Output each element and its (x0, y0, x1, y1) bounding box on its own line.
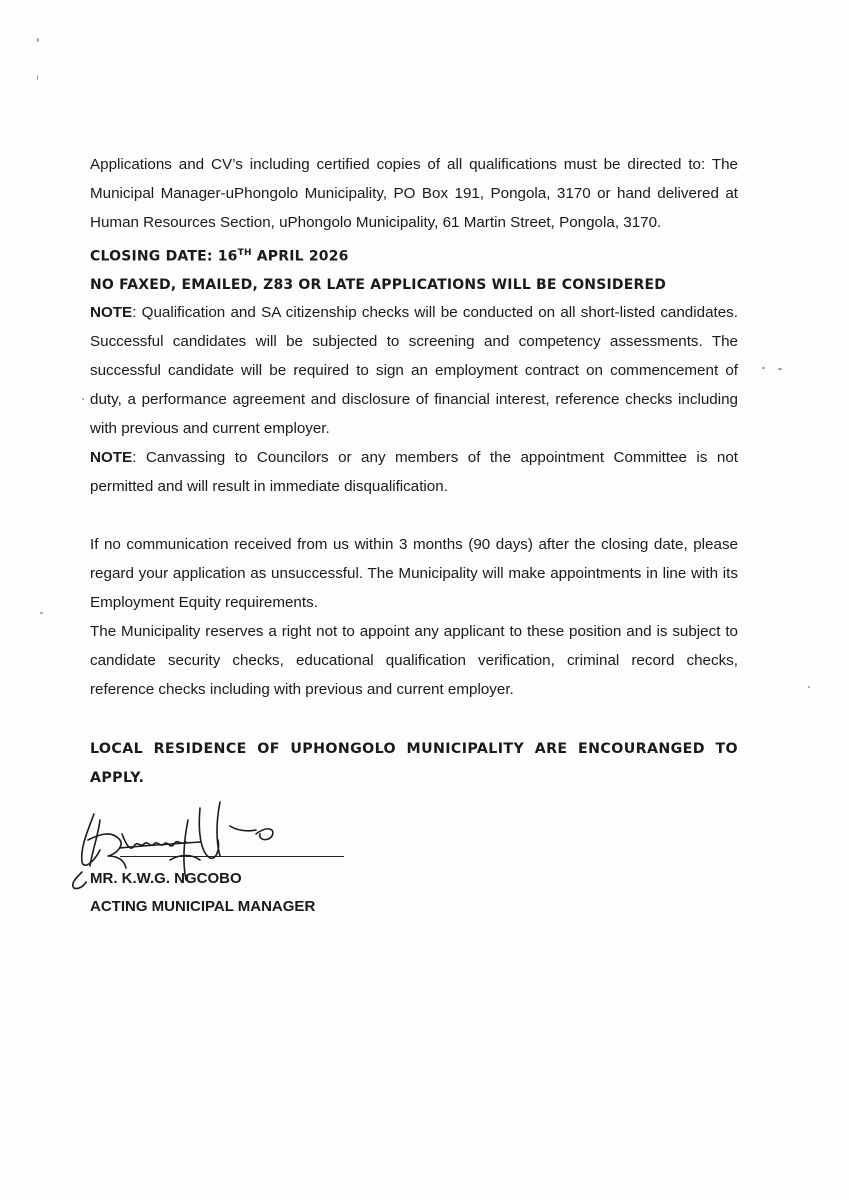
local-residence-notice: LOCAL RESIDENCE OF UPHONGOLO MUNICIPALITY ARE ENCOURANGED TO APPLY. (90, 740, 738, 786)
signature-line (120, 856, 344, 857)
local-residence-block (90, 735, 738, 793)
intro-paragraph: Applications and CV’s including certified copies of all qualifications must be directed to: The Municipal Manager-uPhongolo Municipality, PO Box 191, Pongola, 3170 or hand delivered at Human Resources Section, uPhongolo Municipality, 61 Martin Street, Pongola, 3170. (90, 156, 738, 231)
reserves-paragraph: The Municipality reserves a right not to appoint any applicant to these position and is subject to candidate security checks, educational qualification verification, criminal record checks, reference checks including with previous and current employer. (90, 622, 738, 698)
spacer (90, 501, 738, 530)
closing-date (90, 248, 738, 265)
no-fax-notice: NO FAXED, EMAILED, Z83 OR LATE APPLICATIONS WILL BE CONSIDERED (90, 276, 667, 293)
note-2-text: : Canvassing to Councilors or any members of the appointment Committee is not permitted and will result in immediate disqualification. (90, 448, 738, 495)
scan-speck (808, 686, 810, 688)
note-paragraph-1 (90, 298, 738, 443)
scan-speck (762, 367, 765, 369)
scan-speck (82, 398, 84, 400)
scan-speck (37, 75, 38, 80)
note-1-text: : Qualification and SA citizenship checks will be conducted on all short-listed candidates. Successful candidates will be subjected to screening and competency assessments. The successful candidate will be required to sign an employment contract on commencement of duty, a performance agreement and disclosure of financial interest, reference checks including with previous and current employer. (90, 303, 738, 437)
note-label: NOTE (90, 303, 133, 321)
scan-speck (37, 38, 39, 42)
scan-speck (778, 368, 782, 370)
scan-speck (40, 612, 43, 614)
note-label: NOTE (90, 448, 133, 466)
closing-date-rest: APRIL 2026 (251, 248, 349, 265)
signatory-name: MR. K.W.G. NGCOBO (90, 870, 242, 887)
document-body (90, 150, 738, 793)
signatory-title: ACTING MUNICIPAL MANAGER (90, 898, 316, 915)
note-paragraph-2 (90, 443, 738, 501)
signature-block (60, 800, 360, 930)
closing-date-suffix: TH (237, 248, 252, 258)
closing-date-label: CLOSING DATE: 16 (90, 248, 238, 265)
communication-paragraph: If no communication received from us within 3 months (90 days) after the closing date, please regard your application as unsuccessful. The Municipality will make appointments in line with its Employment Equity requirements. (90, 535, 738, 611)
